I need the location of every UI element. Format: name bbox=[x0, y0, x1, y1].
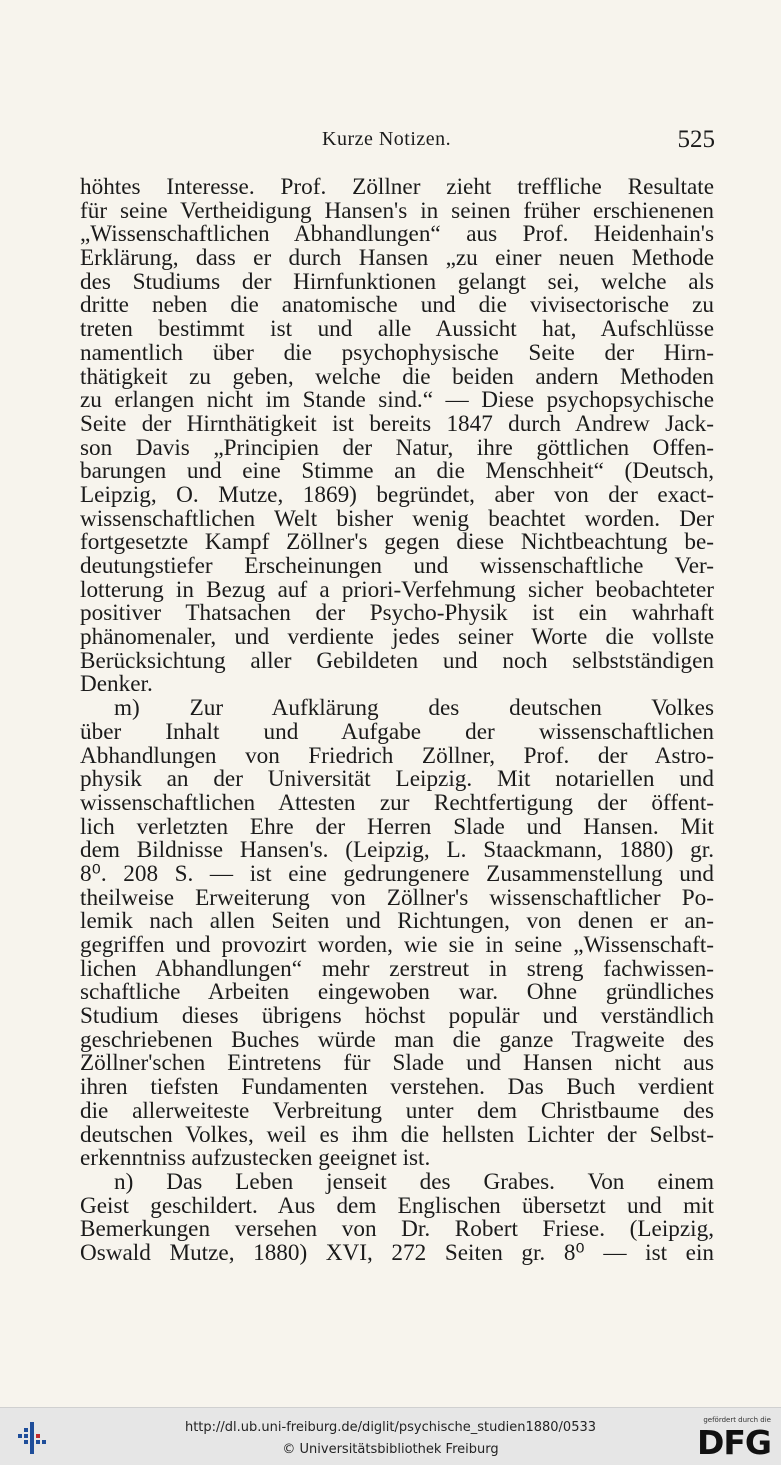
text-line: Leipzig, O. Mutze, 1869) begründet, aber von der exact- bbox=[80, 483, 714, 508]
text-line: Denker. bbox=[80, 673, 153, 698]
text-line: Studium dieses übrigens höchst populär und verständlich bbox=[80, 1005, 714, 1029]
text-line: treten bestimmt ist und alle Aussicht hat, Aufschlüsse bbox=[80, 318, 714, 342]
text-line: lemik nach allen Seiten und Richtungen, von denen er an- bbox=[80, 910, 714, 934]
text-line: höhtes Interesse. Prof. Zöllner zieht treffliche Resultate bbox=[80, 176, 714, 200]
text-line: gegriffen und provozirt worden, wie sie in seine „Wissenschaft- bbox=[80, 934, 714, 958]
page-number: 525 bbox=[677, 126, 715, 153]
text-line: physik an der Universität Leipzig. Mit notariellen und bbox=[80, 768, 714, 792]
text-line: phänomenaler, und verdiente jedes seiner Worte die vollste bbox=[80, 626, 714, 650]
text-line: n) Das Leben jenseit des Grabes. Von einem bbox=[114, 1170, 714, 1195]
body-text bbox=[80, 176, 714, 1266]
text-line: Abhandlungen von Friedrich Zöllner, Prof. der Astro- bbox=[80, 744, 714, 769]
text-line: wissenschaftlichen Attesten zur Rechtfertigung der öffent- bbox=[80, 791, 714, 816]
text-line: theilweise Erweiterung von Zöllner's wissenschaftlicher Po- bbox=[80, 886, 714, 911]
text-line: namentlich über die psychophysische Seite der Hirn- bbox=[80, 341, 714, 366]
text-line: des Studiums der Hirnfunktionen gelangt sei, welche als bbox=[80, 270, 714, 295]
text-line: deutschen Volkes, weil es ihm die hellsten Lichter der Selbst- bbox=[80, 1123, 714, 1148]
running-head bbox=[80, 128, 715, 158]
text-line: positiver Thatsachen der Psycho-Physik ist ein wahrhaft bbox=[80, 602, 714, 627]
text-line: Erklärung, dass er durch Hansen „zu einer neuen Methode bbox=[80, 247, 714, 271]
copyright-notice: © Universitätsbibliothek Freiburg bbox=[282, 1442, 499, 1457]
text-line: Bemerkungen versehen von Dr. Robert Friese. (Leipzig, bbox=[80, 1218, 714, 1242]
text-line: über Inhalt und Aufgabe der wissenschaftlichen bbox=[80, 720, 714, 745]
text-line: Geist geschildert. Aus dem Englischen übersetzt und mit bbox=[80, 1194, 714, 1219]
text-line: m) Zur Aufklärung des deutschen Volkes bbox=[114, 697, 714, 721]
text-line: „Wissenschaftlichen Abhandlungen“ aus Prof. Heidenhain's bbox=[80, 223, 714, 248]
text-line: lichen Abhandlungen“ mehr zerstreut in streng fachwissen- bbox=[80, 957, 714, 982]
text-line: barungen und eine Stimme an die Menschheit“ (Deutsch, bbox=[80, 460, 714, 484]
text-line: 8⁰. 208 S. — ist eine gedrungenere Zusammenstellung und bbox=[80, 862, 714, 887]
text-line: dem Bildnisse Hansen's. (Leipzig, L. Staackmann, 1880) gr. bbox=[80, 839, 714, 863]
text-line: thätigkeit zu geben, welche die beiden andern Methoden bbox=[80, 365, 714, 390]
text-line: lotterung in Bezug auf a priori-Verfehmung sicher beobachteter bbox=[80, 578, 714, 603]
permalink-url[interactable]: http://dl.ub.uni-freiburg.de/diglit/psychische_studien1880/0533 bbox=[184, 1420, 597, 1435]
text-line: schaftliche Arbeiten eingewoben war. Ohne gründliches bbox=[80, 981, 714, 1006]
text-line: erkenntniss aufzustecken geeignet ist. bbox=[80, 1147, 431, 1171]
text-line: dritte neben die anatomische und die vivisectorische zu bbox=[80, 294, 714, 319]
dfg-logo-mark: DFG bbox=[696, 1423, 771, 1462]
dfg-logo[interactable] bbox=[689, 1416, 771, 1462]
text-line: die allerweiteste Verbreitung unter dem Christbaume des bbox=[80, 1099, 714, 1124]
text-line: fortgesetzte Kampf Zöllner's gegen diese Nichtbeachtung be- bbox=[80, 531, 714, 555]
text-line: Seite der Hirnthätigkeit ist bereits 1847 durch Andrew Jack- bbox=[80, 412, 714, 437]
text-line: für seine Vertheidigung Hansen's in seinen früher erschienenen bbox=[80, 199, 714, 224]
sponsor-caption: gefördert durch die bbox=[703, 1416, 771, 1424]
text-line: deutungstiefer Erscheinungen und wissenschaftliche Ver- bbox=[80, 555, 714, 579]
text-line: Berücksichtung aller Gebildeten und noch selbstständigen bbox=[80, 649, 714, 674]
text-line: son Davis „Principien der Natur, ihre göttlichen Offen- bbox=[80, 436, 714, 461]
text-line: zu erlangen nicht im Stande sind.“ — Diese psychopsychische bbox=[80, 389, 714, 413]
text-line: lich verletzten Ehre der Herren Slade und Hansen. Mit bbox=[80, 815, 714, 840]
text-line: Oswald Mutze, 1880) XVI, 272 Seiten gr. 8⁰ — ist ein bbox=[80, 1241, 714, 1266]
text-line: geschriebenen Buches würde man die ganze Tragweite des bbox=[80, 1028, 714, 1053]
text-line: wissenschaftlichen Welt bisher wenig beachtet worden. Der bbox=[80, 507, 714, 532]
viewer-footer bbox=[0, 1407, 781, 1465]
running-title: Kurze Notizen. bbox=[322, 128, 452, 150]
text-line: ihren tiefsten Fundamenten verstehen. Das Buch verdient bbox=[80, 1076, 714, 1100]
text-line: Zöllner'schen Eintretens für Slade und Hansen nicht aus bbox=[80, 1052, 714, 1077]
